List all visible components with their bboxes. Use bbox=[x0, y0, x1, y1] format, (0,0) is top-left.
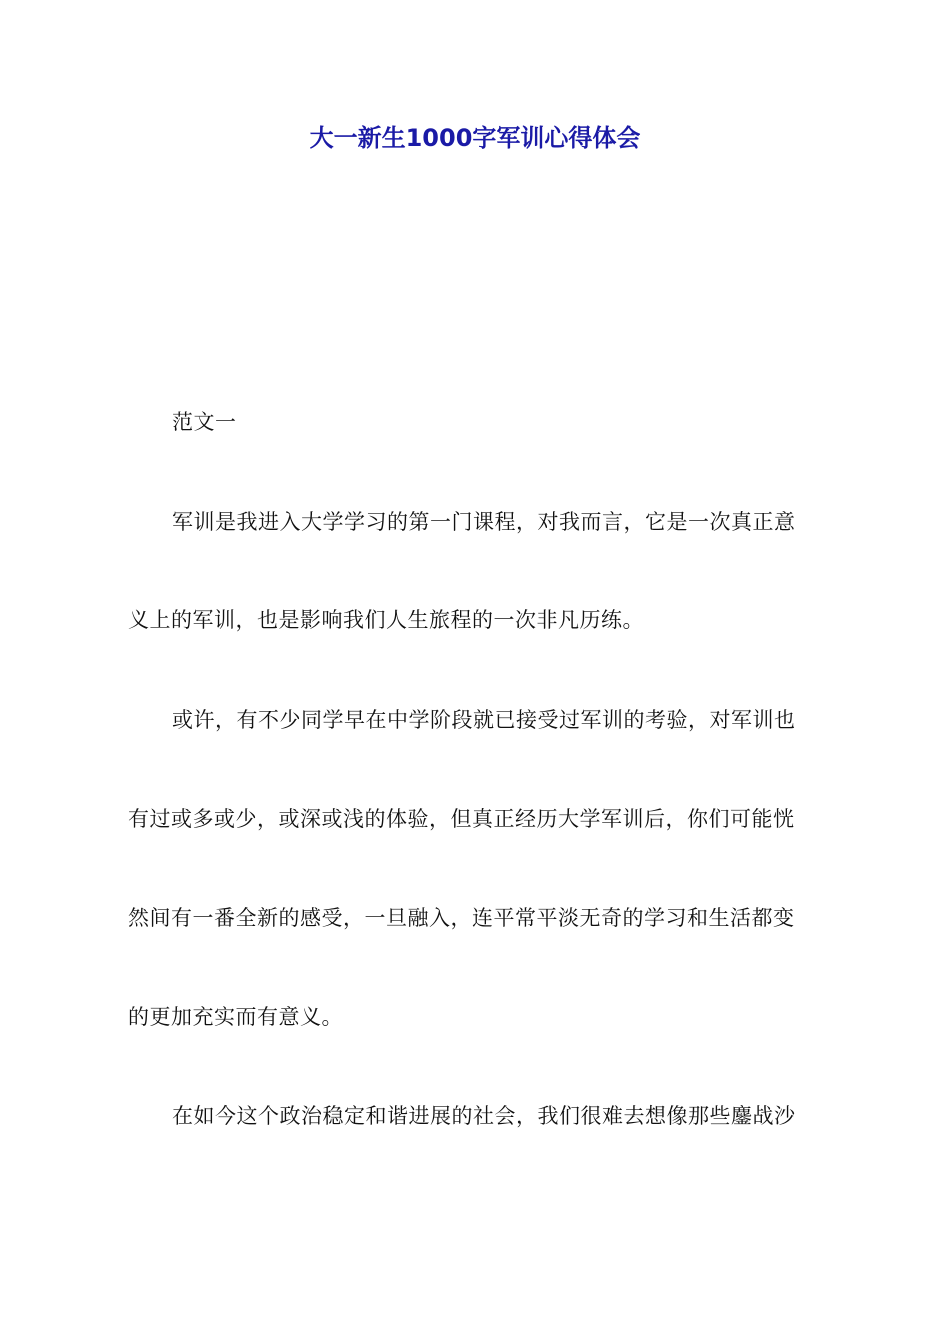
section-heading: 范文一 bbox=[172, 410, 237, 434]
paragraph-line: 或许，有不少同学早在中学阶段就已接受过军训的考验，对军训也 bbox=[172, 708, 796, 732]
paragraph-line: 的更加充实而有意义。 bbox=[128, 1005, 343, 1029]
paragraph-line: 在如今这个政治稳定和谐进展的社会，我们很难去想像那些鏖战沙 bbox=[172, 1104, 796, 1128]
paragraph-line: 然间有一番全新的感受，一旦融入，连平常平淡无奇的学习和生活都变 bbox=[128, 906, 795, 930]
document-title: 大一新生1000字军训心得体会 bbox=[309, 124, 641, 152]
paragraph-line: 军训是我进入大学学习的第一门课程，对我而言，它是一次真正意 bbox=[172, 510, 796, 534]
paragraph-line: 义上的军训，也是影响我们人生旅程的一次非凡历练。 bbox=[128, 608, 644, 632]
paragraph-line: 有过或多或少，或深或浅的体验，但真正经历大学军训后，你们可能恍 bbox=[128, 807, 795, 831]
